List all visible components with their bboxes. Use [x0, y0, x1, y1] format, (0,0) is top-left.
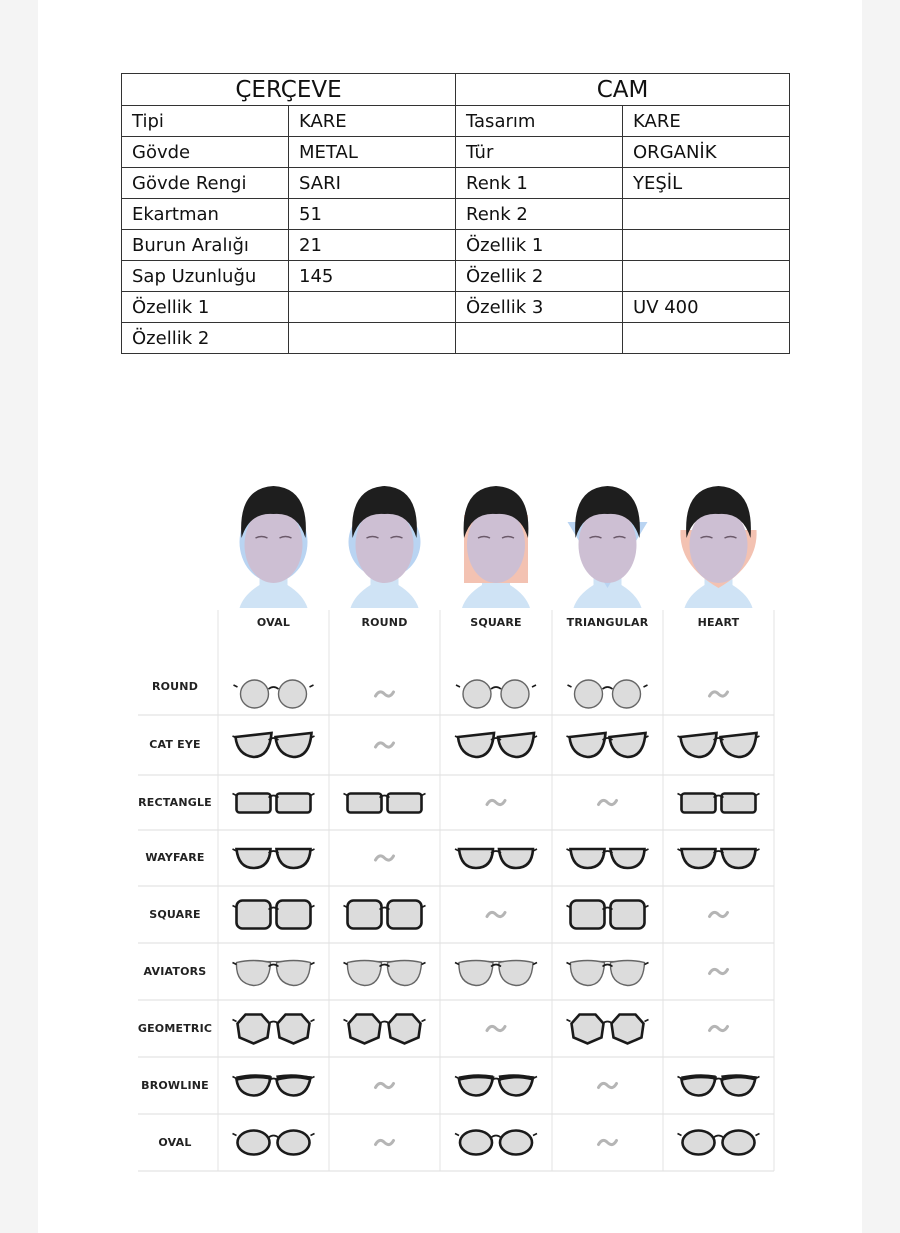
glasses-bridge: [603, 1022, 613, 1024]
spec-value-cell: SARI: [289, 168, 456, 199]
glasses-lenses: [348, 901, 422, 929]
glasses-lenses: [237, 1077, 311, 1096]
glasses-lenses: [570, 733, 646, 757]
spec-value-cell: 51: [289, 199, 456, 230]
not-recommended-icon: [710, 692, 728, 696]
glasses-wayfare-icon: [455, 849, 537, 868]
spec-value-cell: [289, 292, 456, 323]
frame-style-label: OVAL: [158, 1135, 192, 1149]
spec-label-cell: Ekartman: [122, 199, 289, 230]
spec-label-cell: Gövde: [122, 137, 289, 168]
glasses-geometric-icon: [344, 1015, 426, 1044]
glasses-wayfare-icon: [567, 849, 649, 868]
glasses-bridge: [603, 687, 613, 689]
spec-value-cell: 145: [289, 261, 456, 292]
glasses-lenses: [349, 1015, 421, 1044]
glasses-rectangle-icon: [233, 794, 315, 813]
glasses-geometric-icon: [567, 1015, 649, 1044]
glasses-temple: [310, 685, 314, 687]
glasses-temple: [311, 794, 315, 796]
frame-style-label: WAYFARE: [145, 851, 205, 864]
spec-value-cell: [623, 261, 790, 292]
spec-label-cell: Özellik 2: [122, 323, 289, 354]
spec-label-cell: Özellik 2: [456, 261, 623, 292]
not-recommended-icon: [376, 856, 394, 860]
glasses-square-icon: [567, 901, 649, 929]
spec-label-cell: Tipi: [122, 106, 289, 137]
glasses-temple: [344, 794, 348, 796]
spec-label-cell: Sap Uzunluğu: [122, 261, 289, 292]
glasses-bridge: [491, 1136, 501, 1138]
face-shape-label: OVAL: [256, 616, 291, 629]
glasses-oval-icon: [455, 1131, 537, 1155]
glasses-temple: [455, 1134, 459, 1136]
glasses-cat-eye-icon: [678, 733, 760, 757]
glasses-oval-icon: [233, 1131, 315, 1155]
glasses-browline-icon: [455, 1076, 537, 1095]
glasses-temple: [233, 1134, 237, 1136]
spec-table-body: [122, 106, 790, 354]
glasses-lenses: [237, 849, 311, 868]
glasses-bridge: [380, 796, 390, 798]
glasses-temple: [455, 1077, 459, 1079]
glasses-aviators-icon: [344, 961, 426, 986]
glasses-bridge: [491, 687, 501, 689]
glasses-bridge: [269, 965, 279, 967]
glasses-temple: [234, 685, 238, 687]
glasses-temple: [644, 685, 648, 687]
glasses-lenses: [237, 901, 311, 929]
glasses-bridge: [269, 851, 279, 853]
glasses-lenses: [571, 901, 645, 929]
spec-table-row: [122, 106, 790, 137]
glasses-round-icon: [456, 680, 536, 708]
frame-style-label: BROWLINE: [141, 1078, 209, 1092]
glasses-lenses: [459, 1077, 533, 1096]
glasses-wayfare-icon: [678, 849, 760, 868]
glasses-round-icon: [568, 680, 648, 708]
spec-value-cell: UV 400: [623, 292, 790, 323]
spec-label-cell: Özellik 1: [456, 230, 623, 261]
glasses-bridge: [380, 908, 390, 910]
glasses-bridge: [380, 965, 390, 967]
face-shape-guide: [38, 470, 862, 1190]
spec-label-cell: [456, 323, 623, 354]
glasses-temple: [678, 1077, 682, 1079]
glasses-lenses: [575, 680, 641, 708]
glasses-aviators-icon: [233, 961, 315, 986]
spec-table-row: [122, 137, 790, 168]
not-recommended-icon: [710, 912, 728, 916]
not-recommended-icon: [487, 1026, 505, 1030]
glasses-bridge: [380, 1022, 390, 1024]
glasses-temple: [233, 1077, 237, 1079]
glasses-lenses: [683, 1131, 755, 1155]
glasses-lenses: [236, 733, 312, 757]
glasses-lenses: [237, 794, 311, 813]
glasses-cat-eye-icon: [567, 733, 649, 757]
spec-label-cell: Tür: [456, 137, 623, 168]
spec-label-cell: Burun Aralığı: [122, 230, 289, 261]
glasses-bridge: [714, 738, 724, 740]
glasses-temple: [233, 1020, 237, 1022]
glasses-temple: [678, 794, 682, 796]
glasses-bridge: [269, 796, 279, 798]
spec-value-cell: [623, 199, 790, 230]
glasses-lenses: [681, 733, 757, 757]
glasses-temple: [756, 794, 760, 796]
spec-value-cell: [289, 323, 456, 354]
spec-table-row: [122, 261, 790, 292]
spec-label-cell: Tasarım: [456, 106, 623, 137]
glasses-bridge: [603, 851, 613, 853]
face-heart-icon: [680, 486, 756, 608]
glasses-lenses: [460, 1131, 532, 1155]
glasses-square-icon: [233, 901, 315, 929]
not-recommended-icon: [376, 692, 394, 696]
not-recommended-icon: [710, 969, 728, 973]
spec-value-cell: KARE: [623, 106, 790, 137]
frame-style-label: RECTANGLE: [138, 795, 212, 809]
glasses-lenses: [458, 733, 534, 757]
glasses-temple: [233, 794, 237, 796]
spec-label-cell: Özellik 3: [456, 292, 623, 323]
spec-table-header: [122, 74, 790, 106]
spec-value-cell: YEŞİL: [623, 168, 790, 199]
face-shape-label: TRIANGULAR: [566, 616, 649, 629]
glasses-bridge: [269, 908, 279, 910]
frame-style-label: SQUARE: [149, 907, 201, 921]
not-recommended-icon: [599, 1140, 617, 1144]
frame-style-label: CAT EYE: [149, 738, 201, 751]
glasses-geometric-icon: [233, 1015, 315, 1044]
glasses-lenses: [348, 794, 422, 813]
spec-value-cell: [623, 323, 790, 354]
glasses-rectangle-icon: [344, 794, 426, 813]
glasses-temple: [678, 1134, 682, 1136]
spec-value-cell: ORGANİK: [623, 137, 790, 168]
glasses-bridge: [714, 851, 724, 853]
spec-table-row: [122, 199, 790, 230]
glasses-temple: [422, 794, 426, 796]
glasses-temple: [756, 1134, 760, 1136]
glasses-lenses: [571, 849, 645, 868]
not-recommended-icon: [376, 1140, 394, 1144]
not-recommended-icon: [376, 1083, 394, 1087]
glasses-lenses: [241, 680, 307, 708]
frame-header: ÇERÇEVE: [122, 74, 456, 106]
not-recommended-icon: [599, 800, 617, 804]
frame-style-label: ROUND: [151, 680, 199, 693]
spec-value-cell: [623, 230, 790, 261]
glasses-wayfare-icon: [233, 849, 315, 868]
glasses-oval-icon: [678, 1131, 760, 1155]
not-recommended-icon: [710, 1026, 728, 1030]
glasses-temple: [311, 1020, 315, 1022]
glasses-bridge: [603, 738, 613, 740]
glasses-temple: [344, 1020, 348, 1022]
spec-table-row: [122, 168, 790, 199]
glasses-cat-eye-icon: [455, 733, 537, 757]
glasses-bridge: [269, 1022, 279, 1024]
spec-label-cell: Renk 2: [456, 199, 623, 230]
face-oval-icon: [240, 486, 308, 608]
not-recommended-icon: [376, 743, 394, 747]
glasses-bridge: [269, 1136, 279, 1138]
face-square-icon: [462, 486, 530, 608]
glasses-browline-icon: [678, 1076, 760, 1095]
glasses-aviators-icon: [567, 961, 649, 986]
glasses-bridge: [491, 965, 501, 967]
glasses-temple: [311, 1134, 315, 1136]
glasses-temple: [568, 685, 572, 687]
not-recommended-icon: [487, 912, 505, 916]
glasses-temple: [533, 1134, 537, 1136]
glasses-bridge: [714, 796, 724, 798]
glasses-browline-icon: [233, 1076, 315, 1095]
spec-table-row: [122, 230, 790, 261]
not-recommended-icon: [599, 1083, 617, 1087]
glasses-lenses: [459, 849, 533, 868]
glasses-bridge: [491, 738, 501, 740]
spec-value-cell: METAL: [289, 137, 456, 168]
frame-style-label: GEOMETRIC: [137, 1021, 213, 1035]
spec-label-cell: Gövde Rengi: [122, 168, 289, 199]
glasses-lenses: [238, 1015, 310, 1044]
glasses-rectangle-icon: [678, 794, 760, 813]
product-page: [38, 0, 862, 1233]
glasses-round-icon: [234, 680, 314, 708]
spec-value-cell: 21: [289, 230, 456, 261]
glasses-lenses: [463, 680, 529, 708]
glasses-temple: [567, 1020, 571, 1022]
face-triangular-icon: [568, 486, 648, 608]
glasses-bridge: [491, 851, 501, 853]
spec-label-cell: Renk 1: [456, 168, 623, 199]
glasses-temple: [456, 685, 460, 687]
glasses-lenses: [572, 1015, 644, 1044]
glasses-temple: [645, 1020, 649, 1022]
spec-table: [121, 73, 790, 354]
glasses-square-icon: [344, 901, 426, 929]
glasses-bridge: [603, 965, 613, 967]
face-shape-label: ROUND: [361, 616, 408, 629]
glasses-lenses: [682, 1077, 756, 1096]
face-shape-label: SQUARE: [470, 616, 522, 629]
face-shape-label: HEART: [697, 616, 740, 629]
glasses-temple: [422, 1020, 426, 1022]
glasses-lenses: [682, 794, 756, 813]
spec-value-cell: KARE: [289, 106, 456, 137]
lens-header: CAM: [456, 74, 790, 106]
glasses-aviators-icon: [455, 961, 537, 986]
glasses-temple: [532, 685, 536, 687]
glasses-bridge: [269, 687, 279, 689]
glasses-cat-eye-icon: [233, 733, 315, 757]
frame-style-label: AVIATORS: [143, 964, 207, 978]
spec-table-row: [122, 292, 790, 323]
not-recommended-icon: [487, 800, 505, 804]
face-round-icon: [349, 486, 421, 608]
glasses-lenses: [682, 849, 756, 868]
glasses-bridge: [269, 738, 279, 740]
glasses-bridge: [603, 908, 613, 910]
glasses-bridge: [714, 1136, 724, 1138]
spec-label-cell: Özellik 1: [122, 292, 289, 323]
glasses-lenses: [238, 1131, 310, 1155]
spec-table-row: [122, 323, 790, 354]
